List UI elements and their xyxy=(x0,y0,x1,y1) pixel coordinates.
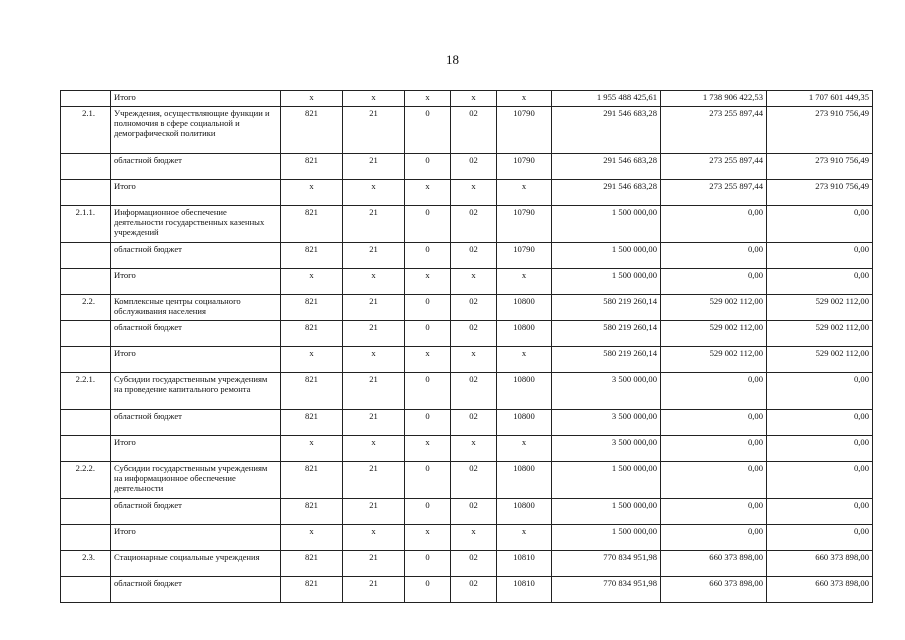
cell-code: 02 xyxy=(451,295,497,321)
cell-amount: 0,00 xyxy=(767,373,873,410)
row-name: Субсидии государственным учреждениям на проведение капитального ремонта xyxy=(111,373,281,410)
cell-code: 21 xyxy=(343,107,405,154)
cell-code: 0 xyxy=(405,462,451,499)
table-row xyxy=(61,206,873,243)
cell-code: 21 xyxy=(343,154,405,180)
row-name: Итого xyxy=(111,180,281,206)
cell-code: 21 xyxy=(343,373,405,410)
cell-amount: 273 255 897,44 xyxy=(661,154,767,180)
row-name: Итого xyxy=(111,91,281,107)
cell-amount: 0,00 xyxy=(767,499,873,525)
row-name: областной бюджет xyxy=(111,243,281,269)
cell-amount: 0,00 xyxy=(767,462,873,499)
page-number: 18 xyxy=(446,52,459,67)
cell-amount: 529 002 112,00 xyxy=(661,321,767,347)
cell-amount: 1 500 000,00 xyxy=(552,243,661,269)
cell-code: 21 xyxy=(343,321,405,347)
table-row xyxy=(61,551,873,577)
row-name: Информационное обеспечение деятельности государственных казенных учреждений xyxy=(111,206,281,243)
cell-code: 821 xyxy=(281,462,343,499)
cell-amount: 1 500 000,00 xyxy=(552,525,661,551)
row-name: Итого xyxy=(111,525,281,551)
cell-amount: 0,00 xyxy=(661,269,767,295)
cell-code: 02 xyxy=(451,410,497,436)
row-name: Итого xyxy=(111,269,281,295)
cell-amount: 529 002 112,00 xyxy=(661,295,767,321)
table-row xyxy=(61,577,873,603)
row-name: Субсидии государственным учреждениям на информационное обеспечение деятельности xyxy=(111,462,281,499)
cell-code: 21 xyxy=(343,295,405,321)
cell-amount: 0,00 xyxy=(767,525,873,551)
cell-code: 10800 xyxy=(497,321,552,347)
cell-amount: 273 255 897,44 xyxy=(661,180,767,206)
row-number xyxy=(61,499,111,525)
cell-code: 10800 xyxy=(497,373,552,410)
cell-code: x xyxy=(451,91,497,107)
cell-amount: 660 373 898,00 xyxy=(661,551,767,577)
table-row xyxy=(61,373,873,410)
cell-code: 02 xyxy=(451,551,497,577)
cell-amount: 580 219 260,14 xyxy=(552,321,661,347)
cell-amount: 529 002 112,00 xyxy=(661,347,767,373)
cell-code: 821 xyxy=(281,373,343,410)
cell-amount: 291 546 683,28 xyxy=(552,107,661,154)
row-name: Учреждения, осуществляющие функции и полномочия в сфере социальной и демографической политики xyxy=(111,107,281,154)
cell-code: x xyxy=(497,269,552,295)
cell-amount: 0,00 xyxy=(767,436,873,462)
row-number xyxy=(61,577,111,603)
cell-code: 02 xyxy=(451,154,497,180)
cell-code: 10810 xyxy=(497,577,552,603)
row-number xyxy=(61,321,111,347)
row-name: Комплексные центры социального обслуживания населения xyxy=(111,295,281,321)
cell-code: 821 xyxy=(281,107,343,154)
row-name: Итого xyxy=(111,347,281,373)
cell-code: 0 xyxy=(405,577,451,603)
cell-code: 10790 xyxy=(497,243,552,269)
row-number xyxy=(61,347,111,373)
table-row xyxy=(61,295,873,321)
cell-code: x xyxy=(405,436,451,462)
cell-amount: 1 738 906 422,53 xyxy=(661,91,767,107)
cell-amount: 0,00 xyxy=(661,525,767,551)
cell-code: x xyxy=(405,269,451,295)
cell-amount: 273 910 756,49 xyxy=(767,107,873,154)
cell-code: 0 xyxy=(405,410,451,436)
row-name: Стационарные социальные учреждения xyxy=(111,551,281,577)
cell-code: 10800 xyxy=(497,295,552,321)
cell-amount: 0,00 xyxy=(767,243,873,269)
table-row xyxy=(61,499,873,525)
cell-amount: 3 500 000,00 xyxy=(552,410,661,436)
cell-code: 821 xyxy=(281,206,343,243)
cell-code: x xyxy=(497,347,552,373)
row-number: 2.1.1. xyxy=(61,206,111,243)
cell-code: x xyxy=(497,525,552,551)
row-number xyxy=(61,180,111,206)
table-row xyxy=(61,107,873,154)
cell-code: 02 xyxy=(451,499,497,525)
cell-code: x xyxy=(451,525,497,551)
cell-code: 02 xyxy=(451,373,497,410)
cell-code: x xyxy=(281,269,343,295)
row-number: 2.1. xyxy=(61,107,111,154)
cell-code: 21 xyxy=(343,410,405,436)
cell-code: x xyxy=(405,180,451,206)
row-number: 2.2.2. xyxy=(61,462,111,499)
table-row xyxy=(61,321,873,347)
table-row xyxy=(61,347,873,373)
cell-amount: 1 955 488 425,61 xyxy=(552,91,661,107)
cell-code: 0 xyxy=(405,551,451,577)
cell-code: x xyxy=(343,347,405,373)
cell-code: 821 xyxy=(281,321,343,347)
cell-amount: 273 910 756,49 xyxy=(767,154,873,180)
cell-amount: 529 002 112,00 xyxy=(767,321,873,347)
cell-code: 21 xyxy=(343,206,405,243)
cell-code: 10800 xyxy=(497,410,552,436)
row-name: областной бюджет xyxy=(111,154,281,180)
cell-code: 821 xyxy=(281,577,343,603)
cell-code: 10790 xyxy=(497,154,552,180)
table-row xyxy=(61,154,873,180)
row-number xyxy=(61,243,111,269)
cell-amount: 0,00 xyxy=(767,410,873,436)
cell-amount: 291 546 683,28 xyxy=(552,154,661,180)
cell-code: x xyxy=(405,347,451,373)
cell-code: 0 xyxy=(405,154,451,180)
cell-amount: 660 373 898,00 xyxy=(767,577,873,603)
cell-code: 02 xyxy=(451,206,497,243)
cell-code: 21 xyxy=(343,243,405,269)
row-name: областной бюджет xyxy=(111,410,281,436)
cell-code: 821 xyxy=(281,551,343,577)
row-name: областной бюджет xyxy=(111,577,281,603)
cell-code: 0 xyxy=(405,206,451,243)
cell-code: x xyxy=(281,180,343,206)
cell-amount: 1 500 000,00 xyxy=(552,499,661,525)
cell-code: x xyxy=(451,436,497,462)
row-number: 2.2. xyxy=(61,295,111,321)
cell-code: x xyxy=(343,525,405,551)
row-name: областной бюджет xyxy=(111,499,281,525)
cell-code: x xyxy=(451,180,497,206)
cell-amount: 273 910 756,49 xyxy=(767,180,873,206)
cell-amount: 3 500 000,00 xyxy=(552,436,661,462)
cell-code: 02 xyxy=(451,243,497,269)
cell-amount: 0,00 xyxy=(661,373,767,410)
cell-code: 10810 xyxy=(497,551,552,577)
cell-code: x xyxy=(281,91,343,107)
cell-amount: 1 500 000,00 xyxy=(552,206,661,243)
table-row xyxy=(61,525,873,551)
cell-amount: 273 255 897,44 xyxy=(661,107,767,154)
cell-code: 0 xyxy=(405,373,451,410)
cell-amount: 770 834 951,98 xyxy=(552,577,661,603)
row-name: Итого xyxy=(111,436,281,462)
cell-amount: 529 002 112,00 xyxy=(767,295,873,321)
cell-code: x xyxy=(405,91,451,107)
cell-code: x xyxy=(281,347,343,373)
row-name: областной бюджет xyxy=(111,321,281,347)
table-row xyxy=(61,410,873,436)
budget-table xyxy=(60,90,873,603)
cell-amount: 580 219 260,14 xyxy=(552,295,661,321)
cell-code: 821 xyxy=(281,410,343,436)
row-number xyxy=(61,436,111,462)
cell-amount: 0,00 xyxy=(661,436,767,462)
table-row xyxy=(61,243,873,269)
cell-amount: 0,00 xyxy=(767,206,873,243)
cell-code: 10800 xyxy=(497,462,552,499)
cell-amount: 529 002 112,00 xyxy=(767,347,873,373)
cell-amount: 1 500 000,00 xyxy=(552,462,661,499)
cell-code: 02 xyxy=(451,577,497,603)
cell-code: x xyxy=(497,91,552,107)
row-number xyxy=(61,410,111,436)
cell-amount: 0,00 xyxy=(767,269,873,295)
cell-code: 0 xyxy=(405,107,451,154)
cell-code: 821 xyxy=(281,243,343,269)
cell-amount: 580 219 260,14 xyxy=(552,347,661,373)
row-number: 2.2.1. xyxy=(61,373,111,410)
cell-amount: 0,00 xyxy=(661,206,767,243)
row-number xyxy=(61,154,111,180)
cell-code: 10790 xyxy=(497,206,552,243)
row-number: 2.3. xyxy=(61,551,111,577)
cell-amount: 770 834 951,98 xyxy=(552,551,661,577)
cell-amount: 0,00 xyxy=(661,410,767,436)
row-number xyxy=(61,269,111,295)
cell-code: x xyxy=(343,91,405,107)
cell-code: x xyxy=(451,269,497,295)
cell-amount: 660 373 898,00 xyxy=(767,551,873,577)
cell-amount: 1 500 000,00 xyxy=(552,269,661,295)
cell-code: 0 xyxy=(405,499,451,525)
table-row xyxy=(61,180,873,206)
cell-code: x xyxy=(281,525,343,551)
cell-amount: 0,00 xyxy=(661,499,767,525)
table-row xyxy=(61,91,873,107)
cell-amount: 0,00 xyxy=(661,243,767,269)
cell-code: x xyxy=(405,525,451,551)
cell-code: 02 xyxy=(451,462,497,499)
cell-code: 21 xyxy=(343,551,405,577)
cell-amount: 660 373 898,00 xyxy=(661,577,767,603)
table-row xyxy=(61,269,873,295)
cell-code: 21 xyxy=(343,462,405,499)
cell-code: x xyxy=(451,347,497,373)
cell-amount: 291 546 683,28 xyxy=(552,180,661,206)
cell-code: 821 xyxy=(281,295,343,321)
cell-amount: 1 707 601 449,35 xyxy=(767,91,873,107)
cell-code: 10790 xyxy=(497,107,552,154)
cell-code: 02 xyxy=(451,321,497,347)
cell-code: 0 xyxy=(405,295,451,321)
cell-code: x xyxy=(497,180,552,206)
cell-code: 821 xyxy=(281,499,343,525)
cell-code: 0 xyxy=(405,243,451,269)
cell-code: 10800 xyxy=(497,499,552,525)
cell-code: x xyxy=(281,436,343,462)
cell-amount: 3 500 000,00 xyxy=(552,373,661,410)
cell-code: x xyxy=(343,436,405,462)
cell-code: 821 xyxy=(281,154,343,180)
cell-code: x xyxy=(343,269,405,295)
table-row xyxy=(61,462,873,499)
cell-code: x xyxy=(497,436,552,462)
row-number xyxy=(61,91,111,107)
cell-code: 02 xyxy=(451,107,497,154)
cell-code: x xyxy=(343,180,405,206)
cell-amount: 0,00 xyxy=(661,462,767,499)
row-number xyxy=(61,525,111,551)
cell-code: 21 xyxy=(343,577,405,603)
cell-code: 0 xyxy=(405,321,451,347)
cell-code: 21 xyxy=(343,499,405,525)
table-row xyxy=(61,436,873,462)
